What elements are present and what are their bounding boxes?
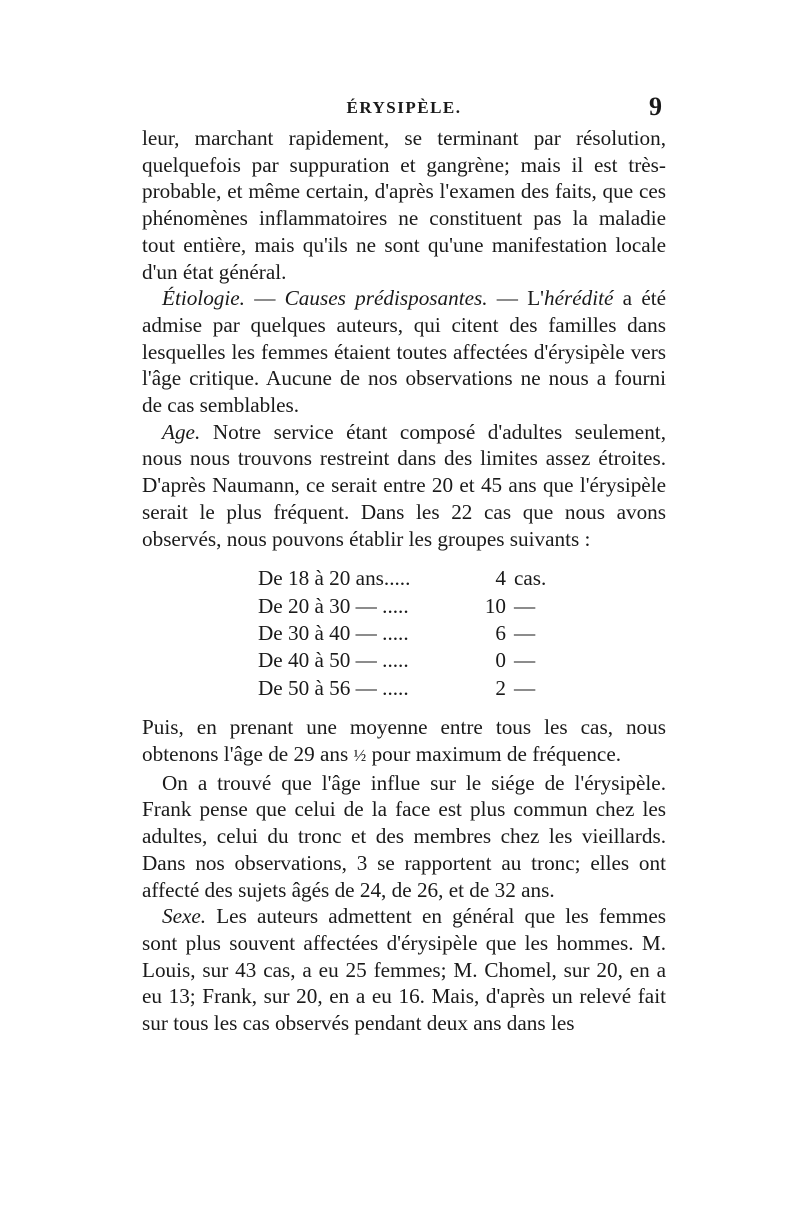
page-number: 9 xyxy=(649,92,662,121)
age-range-cell: De 30 à 40 — ..... xyxy=(258,621,409,646)
case-count-cell: 4 xyxy=(495,566,506,591)
paragraph-text: pour maximum de fréquence. xyxy=(366,741,622,766)
paragraph-siege: On a trouvé que l'âge influe sur le siége de l'érysipèle. Frank pense que celui de la face est plus commun chez les adultes, celui du tronc et des membres chez les vieillards. Dans nos observations, 3 se rapportent au tronc; elles ont affecté des sujets âgés de 24, de 26, et de 32 ans. xyxy=(142,770,666,902)
case-count-cell: 10 xyxy=(484,593,506,618)
age-group-row xyxy=(258,593,554,620)
age-group-row xyxy=(258,565,554,592)
age-range-cell: De 50 à 56 — ..... xyxy=(258,675,409,700)
running-head xyxy=(142,94,666,124)
case-count-cell: 2 xyxy=(495,675,506,700)
case-count-cell: 6 xyxy=(495,621,506,646)
paragraph-etiologie xyxy=(142,285,666,419)
paragraph-average xyxy=(142,714,666,769)
unit-cell: — xyxy=(514,621,536,646)
page-body xyxy=(142,125,666,1037)
subsection-label-causes: Causes prédisposantes. xyxy=(284,286,488,311)
section-label-etiologie: Étiologie. xyxy=(162,286,245,311)
age-range-cell: De 20 à 30 — ..... xyxy=(258,593,409,618)
running-title: ÉRYSIPÈLE. xyxy=(346,98,462,117)
dash: — L' xyxy=(487,286,544,311)
age-groups-table xyxy=(258,565,554,702)
term-heredite: hérédité xyxy=(544,286,614,311)
age-range-cell: De 40 à 50 — ..... xyxy=(258,648,409,673)
section-label-age: Age. xyxy=(162,419,201,444)
fraction-half: ½ xyxy=(353,745,367,765)
age-range-cell: De 18 à 20 ans..... xyxy=(258,566,411,591)
age-group-row xyxy=(258,647,554,674)
paragraph-text: Notre service étant composé d'adultes seulement, nous nous trouvons restreint dans des limites assez étroites. D'après Naumann, ce serait entre 20 et 45 ans que l'érysipèle serait le plus fréquent. Dans les 22 cas que nous avons observés, nous pouvons établir les groupes suivants : xyxy=(142,419,666,551)
section-label-sexe: Sexe. xyxy=(162,904,207,929)
paragraph-text: Les auteurs admettent en général que les femmes sont plus souvent affectées d'érysipèle que les hommes. M. Louis, sur 43 cas, a eu 25 femmes; M. Chomel, sur 20, en a eu 13; Frank, sur 20, en a eu 16. Mais, d'après un relevé fait sur tous les cas observés pendant deux ans dans les xyxy=(142,904,666,1036)
unit-cell: cas. xyxy=(514,566,547,591)
unit-cell: — xyxy=(514,648,536,673)
paragraph-text: Puis, en prenant une moyenne entre tous les cas, nous obtenons l'âge de 29 ans xyxy=(142,715,666,766)
age-group-row xyxy=(258,620,554,647)
case-count-cell: 0 xyxy=(495,648,506,673)
paragraph-continuation: leur, marchant rapidement, se terminant par résolution, quelquefois par suppuration et gangrène; mais il est très-probable, et même certain, d'après l'examen des faits, que ces phénomènes inflammatoires ne constituent pas la maladie tout entière, mais qu'ils ne sont qu'une manifestation locale d'un état général. xyxy=(142,126,666,284)
unit-cell: — xyxy=(514,675,536,700)
paragraph-age xyxy=(142,419,666,553)
age-group-row xyxy=(258,675,554,702)
paragraph-text: a été admise par quelques auteurs, qui citent des familles dans lesquelles les femmes étaient toutes affectées d'érysipèle vers l'âge critique. Aucune de nos observations ne nous a fourni de cas semblables. xyxy=(142,286,667,418)
dash: — xyxy=(244,286,285,311)
paragraph-sexe xyxy=(142,903,666,1037)
unit-cell: — xyxy=(514,593,536,618)
